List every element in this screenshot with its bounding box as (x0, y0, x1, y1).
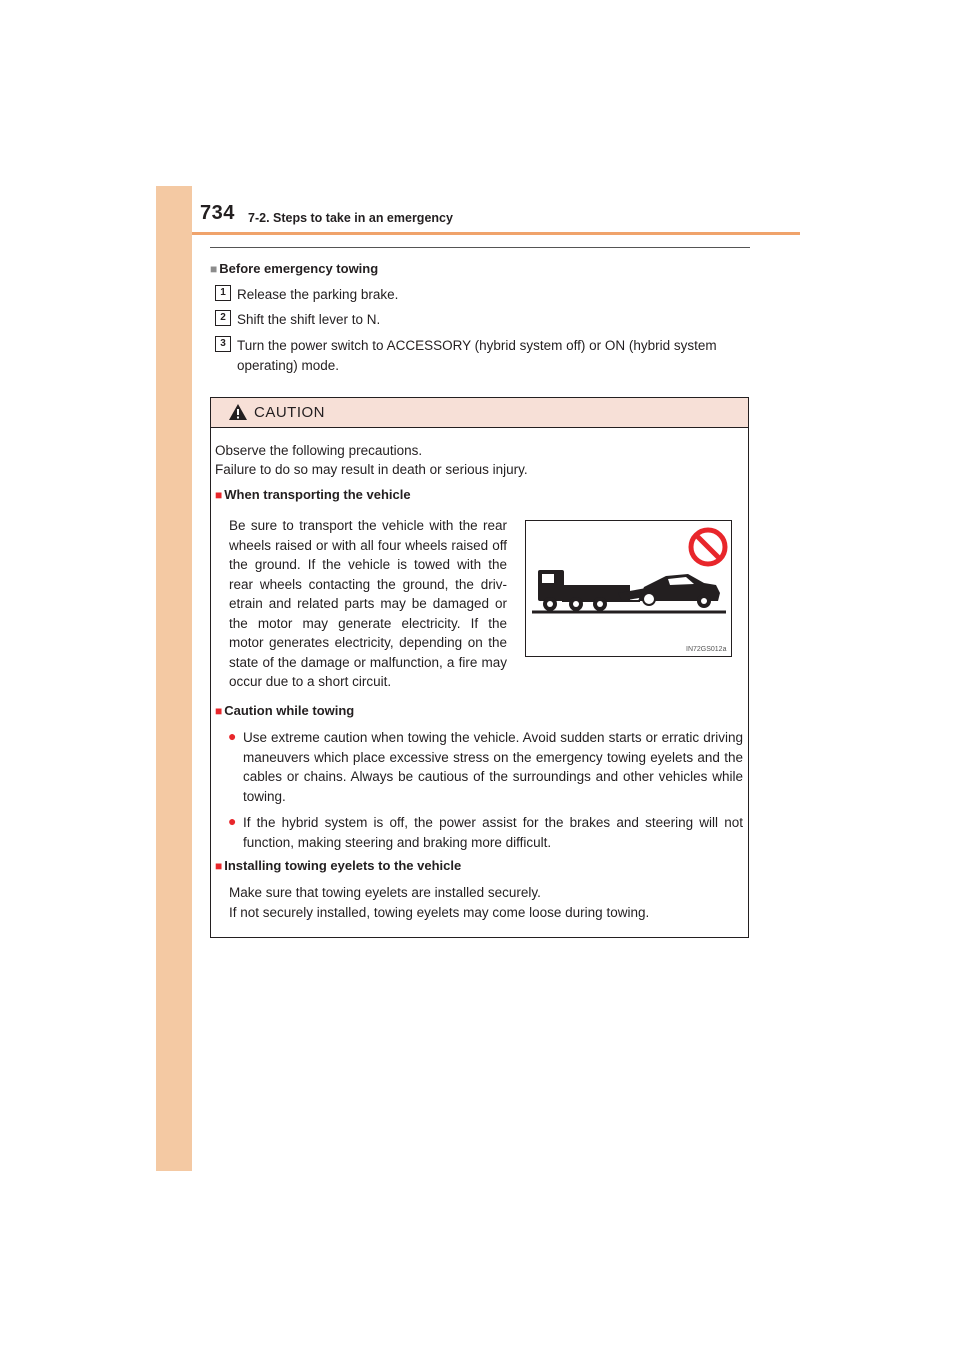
eyelets-line-2: If not securely installed, towing eyelets may come loose during towing. (229, 905, 650, 920)
eyelets-line-1: Make sure that towing eyelets are installed securely. (229, 885, 541, 900)
square-bullet-icon: ■ (215, 859, 223, 873)
transport-text: Be sure to transport the vehicle with the rear wheels raised or with all four wheels raised off the ground. If the vehicle is towed with the rear wheels contacting the ground, the driv-etrain and related parts may be damaged or the motor may generate electricity. If the motor generates electricity, depending on the state of the damage or malfunction, a fire may occur due to a short circuit. (229, 518, 507, 689)
caution-intro-1: Observe the following precautions. (215, 443, 423, 458)
chapter-sidebar-tab (156, 186, 192, 1171)
caution-title: CAUTION (254, 404, 325, 421)
before-towing-heading: ■ Before emergency towing (210, 261, 379, 276)
caution-intro-2: Failure to do so may result in death or serious injury. (215, 462, 528, 477)
bullet-dot-icon: ● (228, 728, 237, 744)
step-text: Shift the shift lever to N. (237, 312, 381, 327)
header-accent-line (192, 232, 800, 235)
towing-caution-heading: ■ Caution while towing (215, 703, 355, 718)
section-divider (210, 247, 750, 248)
bullet-dot-icon: ● (228, 813, 237, 829)
warning-triangle-icon (228, 403, 248, 421)
tow-truck-prohibited-image (526, 521, 731, 656)
step-number-badge: 1 (215, 285, 231, 301)
transport-heading: ■ When transporting the vehicle (215, 487, 411, 502)
towing-bullet-1: Use extreme caution when towing the vehicle. Avoid sudden starts or erratic driving maneuvers which place excessive stress on the emergency towing eyelets and the cables or chains. Always be cautious of the surroundings and other vehicles while towing. (243, 730, 743, 804)
square-bullet-icon: ■ (215, 488, 223, 502)
eyelets-heading: ■ Installing towing eyelets to the vehicle (215, 858, 462, 873)
step-number-badge: 3 (215, 336, 231, 352)
page-number: 734 (200, 202, 235, 224)
step-number-badge: 2 (215, 310, 231, 326)
square-bullet-icon: ■ (215, 704, 223, 718)
square-bullet-icon: ■ (210, 262, 218, 276)
towing-bullet-2: If the hybrid system is off, the power assist for the brakes and steering will not function, making steering and braking more difficult. (243, 815, 743, 850)
step-text: Turn the power switch to ACCESSORY (hybrid system off) or ON (hybrid system operating) mode. (237, 338, 717, 373)
tow-truck-illustration (525, 520, 732, 657)
caution-header (211, 398, 748, 428)
chapter-title: 7-2. Steps to take in an emergency (248, 211, 453, 225)
step-text: Release the parking brake. (237, 287, 399, 302)
illustration-code: IN72GS012a (686, 646, 727, 653)
